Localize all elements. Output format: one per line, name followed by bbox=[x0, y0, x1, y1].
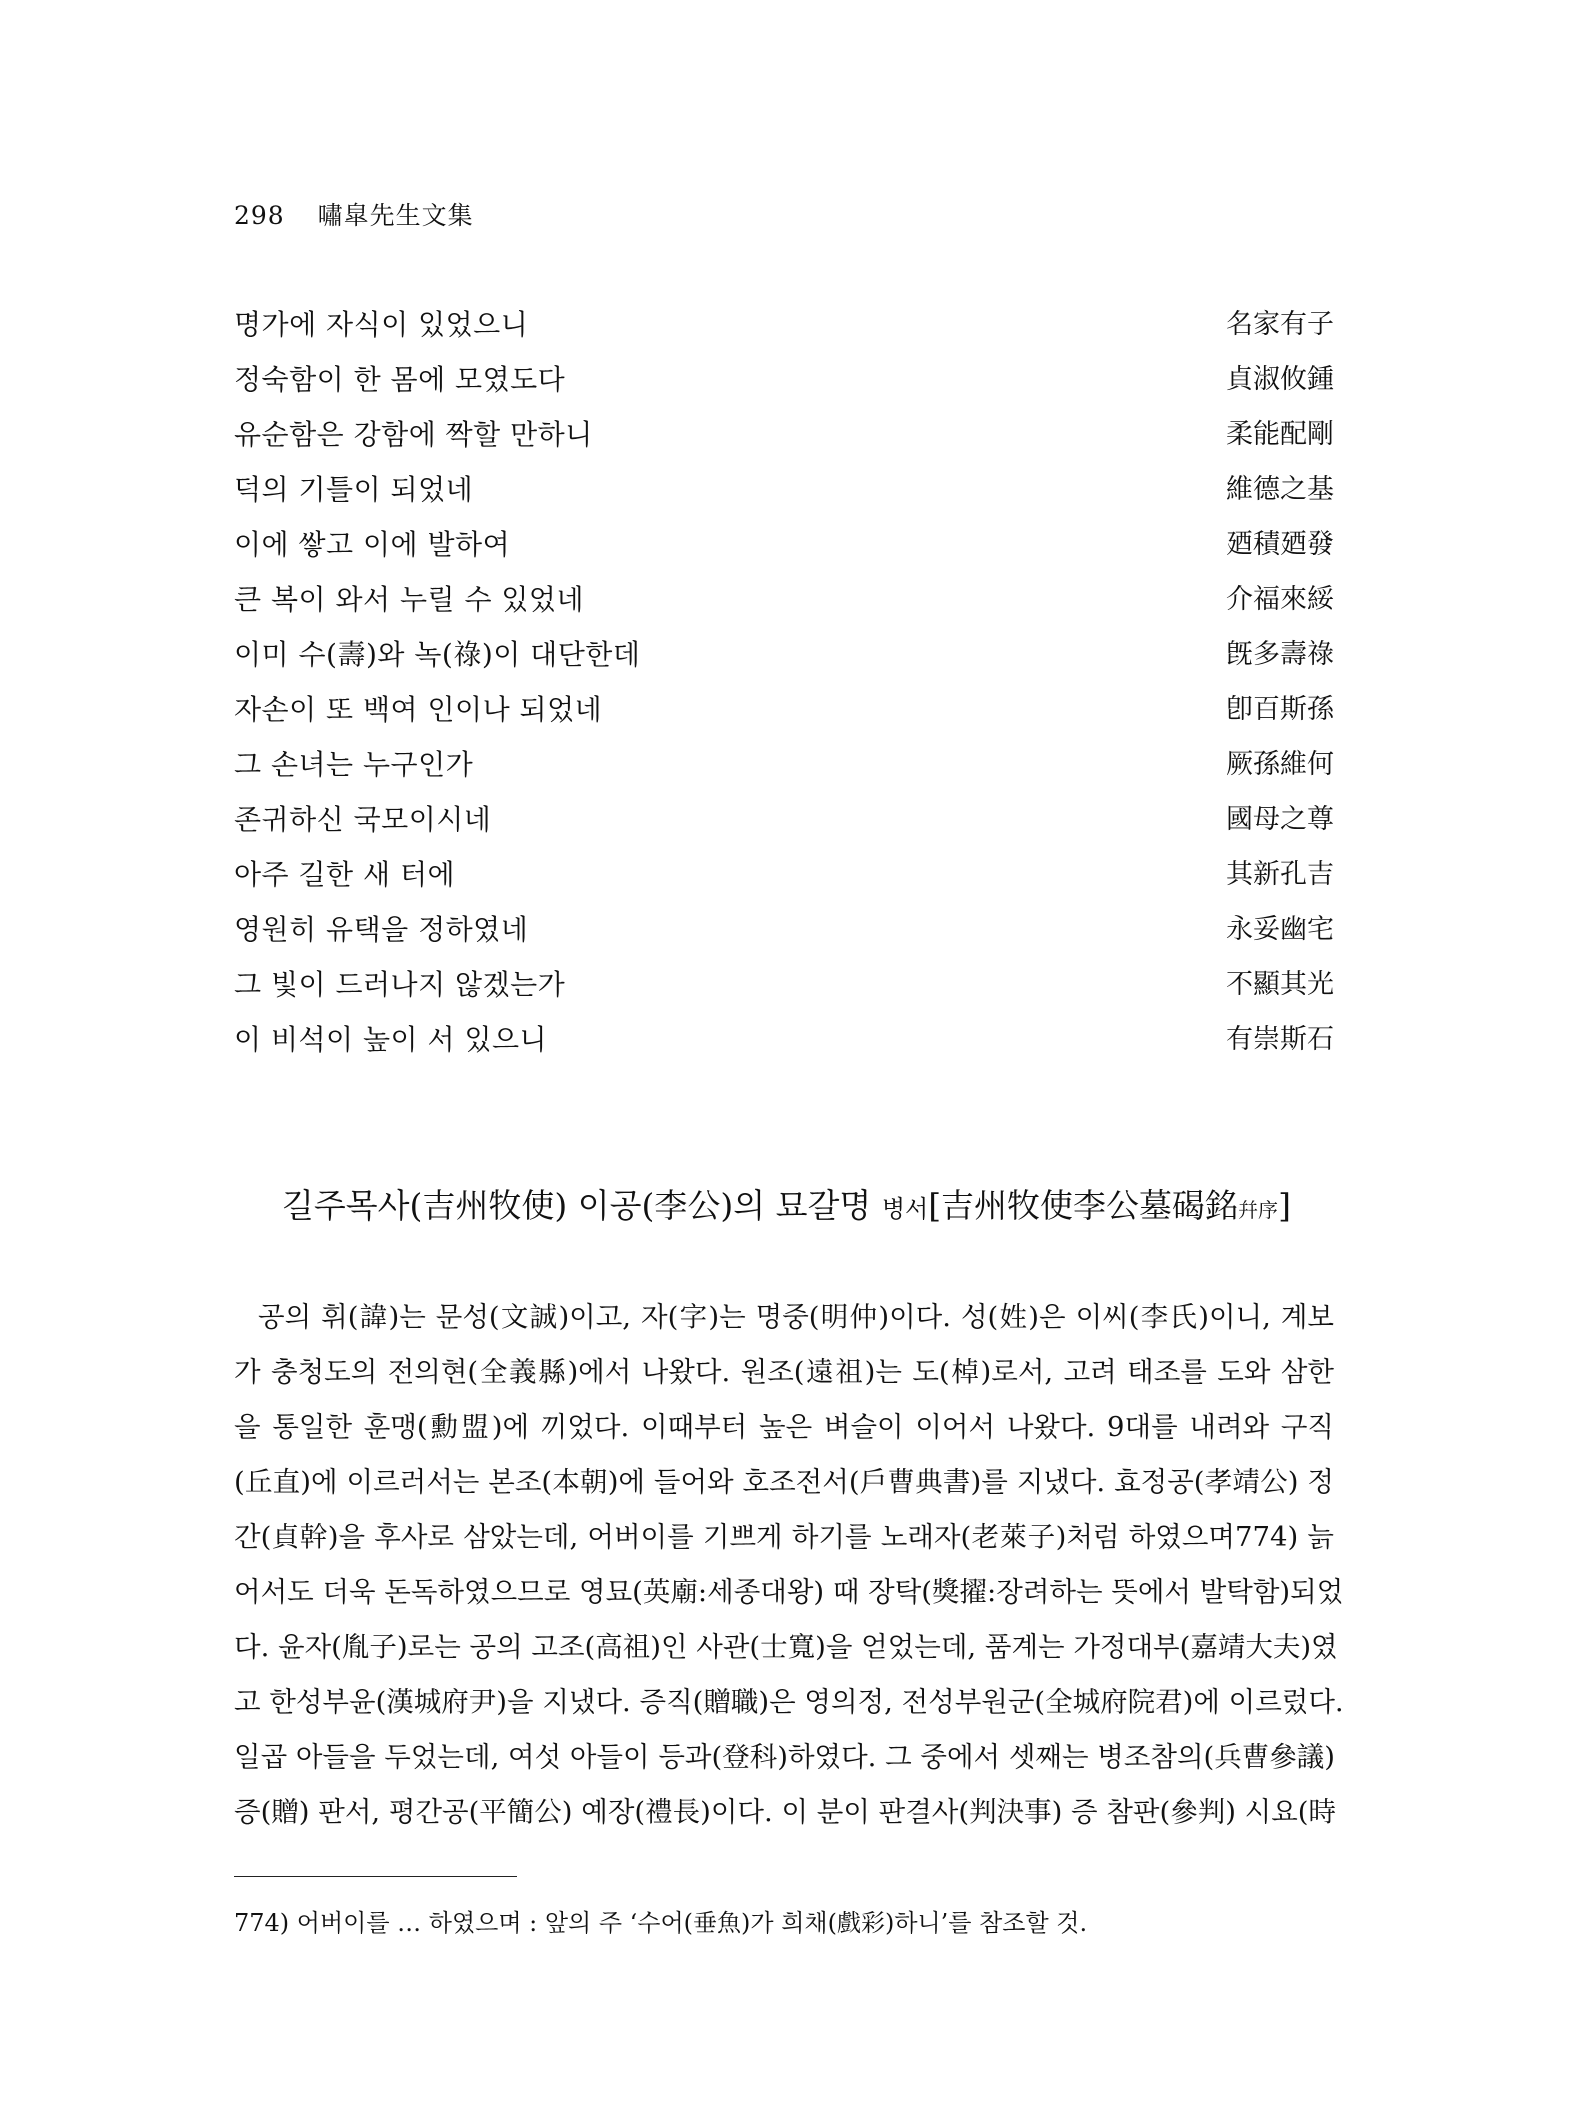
poem-line-hanja: 永妥幽宅 bbox=[1226, 914, 1334, 945]
poem-line-hanja: 維德之基 bbox=[1226, 474, 1334, 505]
poem-line-hanja: 厥孫維何 bbox=[1226, 749, 1334, 780]
body-line: 간(貞幹)을 후사로 삼았는데, 어버이를 기쁘게 하기를 노래자(老萊子)처럼 하였으며774) 늙 bbox=[234, 1521, 1334, 1553]
poem-line-hanja: 廼積廼發 bbox=[1226, 529, 1334, 560]
poem-line bbox=[234, 580, 1334, 635]
poem-line-hanja: 旣多壽祿 bbox=[1226, 639, 1334, 670]
poem-line bbox=[234, 910, 1334, 965]
poem-line bbox=[234, 525, 1334, 580]
poem-line-korean: 아주 길한 새 터에 bbox=[234, 858, 456, 891]
body-line: 고 한성부윤(漢城府尹)을 지냈다. 증직(贈職)은 영의정, 전성부원군(全城府院君)에 이르렀다. bbox=[234, 1686, 1344, 1718]
footnote: 774) 어버이를 … 하였으며 : 앞의 주 ‘수어(垂魚)가 희채(戲彩)하니’를 참조할 것. bbox=[234, 1909, 1088, 1937]
poem-line-korean: 유순함은 강함에 짝할 만하니 bbox=[234, 418, 593, 451]
poem-line bbox=[234, 1020, 1334, 1075]
footnote-divider bbox=[234, 1876, 517, 1877]
section-title-note: 병서 bbox=[881, 1195, 929, 1223]
poem-line-hanja: 卽百斯孫 bbox=[1226, 694, 1334, 725]
poem-line-korean: 명가에 자식이 있었으니 bbox=[234, 308, 529, 341]
section-title-bracket-close: ] bbox=[1278, 1186, 1291, 1225]
poem-line bbox=[234, 360, 1334, 415]
poem-line-korean: 그 손녀는 누구인가 bbox=[234, 748, 474, 781]
poem-line bbox=[234, 470, 1334, 525]
body-line: (丘直)에 이르러서는 본조(本朝)에 들어와 호조전서(戶曹典書)를 지냈다. 효정공(孝靖公) 정 bbox=[234, 1466, 1334, 1498]
poem-line-korean: 이미 수(壽)와 녹(祿)이 대단한데 bbox=[234, 638, 641, 671]
section-title-main: 길주목사(吉州牧使) 이공(李公)의 묘갈명 bbox=[282, 1186, 872, 1225]
body-line: 다. 윤자(胤子)로는 공의 고조(高祖)인 사관(士寬)을 얻었는데, 품계는 가정대부(嘉靖大夫)였 bbox=[234, 1631, 1338, 1663]
body-text bbox=[234, 1295, 1344, 1845]
poem-line-korean: 그 빛이 드러나지 않겠는가 bbox=[234, 968, 566, 1001]
section-title bbox=[0, 1180, 1573, 1236]
poem-line-hanja: 有崇斯石 bbox=[1226, 1024, 1334, 1055]
poem-line-korean: 자손이 또 백여 인이나 되었네 bbox=[234, 693, 603, 726]
poem-line bbox=[234, 855, 1334, 910]
poem-line-korean: 정숙함이 한 몸에 모였도다 bbox=[234, 363, 566, 396]
body-line: 가 충청도의 전의현(全義縣)에서 나왔다. 원조(遠祖)는 도(棹)로서, 고려 태조를 도와 삼한 bbox=[234, 1356, 1334, 1388]
body-line: 을 통일한 훈맹(勳盟)에 끼었다. 이때부터 높은 벼슬이 이어서 나왔다. 9대를 내려와 구직 bbox=[234, 1411, 1334, 1443]
poem bbox=[234, 305, 1334, 1075]
body-line: 어서도 더욱 돈독하였으므로 영묘(英廟:세종대왕) 때 장탁(獎擢:장려하는 뜻에서 발탁함)되었 bbox=[234, 1576, 1344, 1608]
poem-line-korean: 덕의 기틀이 되었네 bbox=[234, 473, 474, 506]
poem-line-hanja: 不顯其光 bbox=[1226, 969, 1334, 1000]
poem-line bbox=[234, 305, 1334, 360]
page-header bbox=[234, 196, 474, 232]
poem-line bbox=[234, 690, 1334, 745]
section-title-hanja: [吉州牧使李公墓碣銘 bbox=[928, 1186, 1239, 1225]
poem-line-korean: 영원히 유택을 정하였네 bbox=[234, 913, 529, 946]
poem-line-hanja: 介福來綏 bbox=[1226, 584, 1334, 615]
poem-line-hanja: 柔能配剛 bbox=[1226, 419, 1334, 450]
poem-line bbox=[234, 800, 1334, 855]
poem-line-korean: 큰 복이 와서 누릴 수 있었네 bbox=[234, 583, 585, 616]
book-title: 嘯皐先生文集 bbox=[317, 201, 474, 230]
poem-line bbox=[234, 965, 1334, 1020]
poem-line-hanja: 貞淑攸鍾 bbox=[1226, 364, 1334, 395]
page-number: 298 bbox=[234, 201, 285, 230]
poem-line bbox=[234, 745, 1334, 800]
poem-line bbox=[234, 415, 1334, 470]
poem-line-hanja: 國母之尊 bbox=[1226, 804, 1334, 835]
body-line: 일곱 아들을 두었는데, 여섯 아들이 등과(登科)하였다. 그 중에서 셋째는 병조참의(兵曹參議) bbox=[234, 1741, 1336, 1773]
section-title-hanja-note: 幷序 bbox=[1238, 1198, 1279, 1222]
poem-line-hanja: 其新孔吉 bbox=[1226, 859, 1334, 890]
poem-line-korean: 존귀하신 국모이시네 bbox=[234, 803, 492, 836]
body-line: 증(贈) 판서, 평간공(平簡公) 예장(禮長)이다. 이 분이 판결사(判決事) 증 참판(參判) 시요(時 bbox=[234, 1796, 1337, 1828]
body-line: 공의 휘(諱)는 문성(文誠)이고, 자(字)는 명중(明仲)이다. 성(姓)은 이씨(李氏)이니, 계보 bbox=[258, 1301, 1334, 1333]
poem-line-korean: 이에 쌓고 이에 발하여 bbox=[234, 528, 511, 561]
poem-line-hanja: 名家有子 bbox=[1226, 309, 1334, 340]
poem-line bbox=[234, 635, 1334, 690]
poem-line-korean: 이 비석이 높이 서 있으니 bbox=[234, 1023, 548, 1056]
